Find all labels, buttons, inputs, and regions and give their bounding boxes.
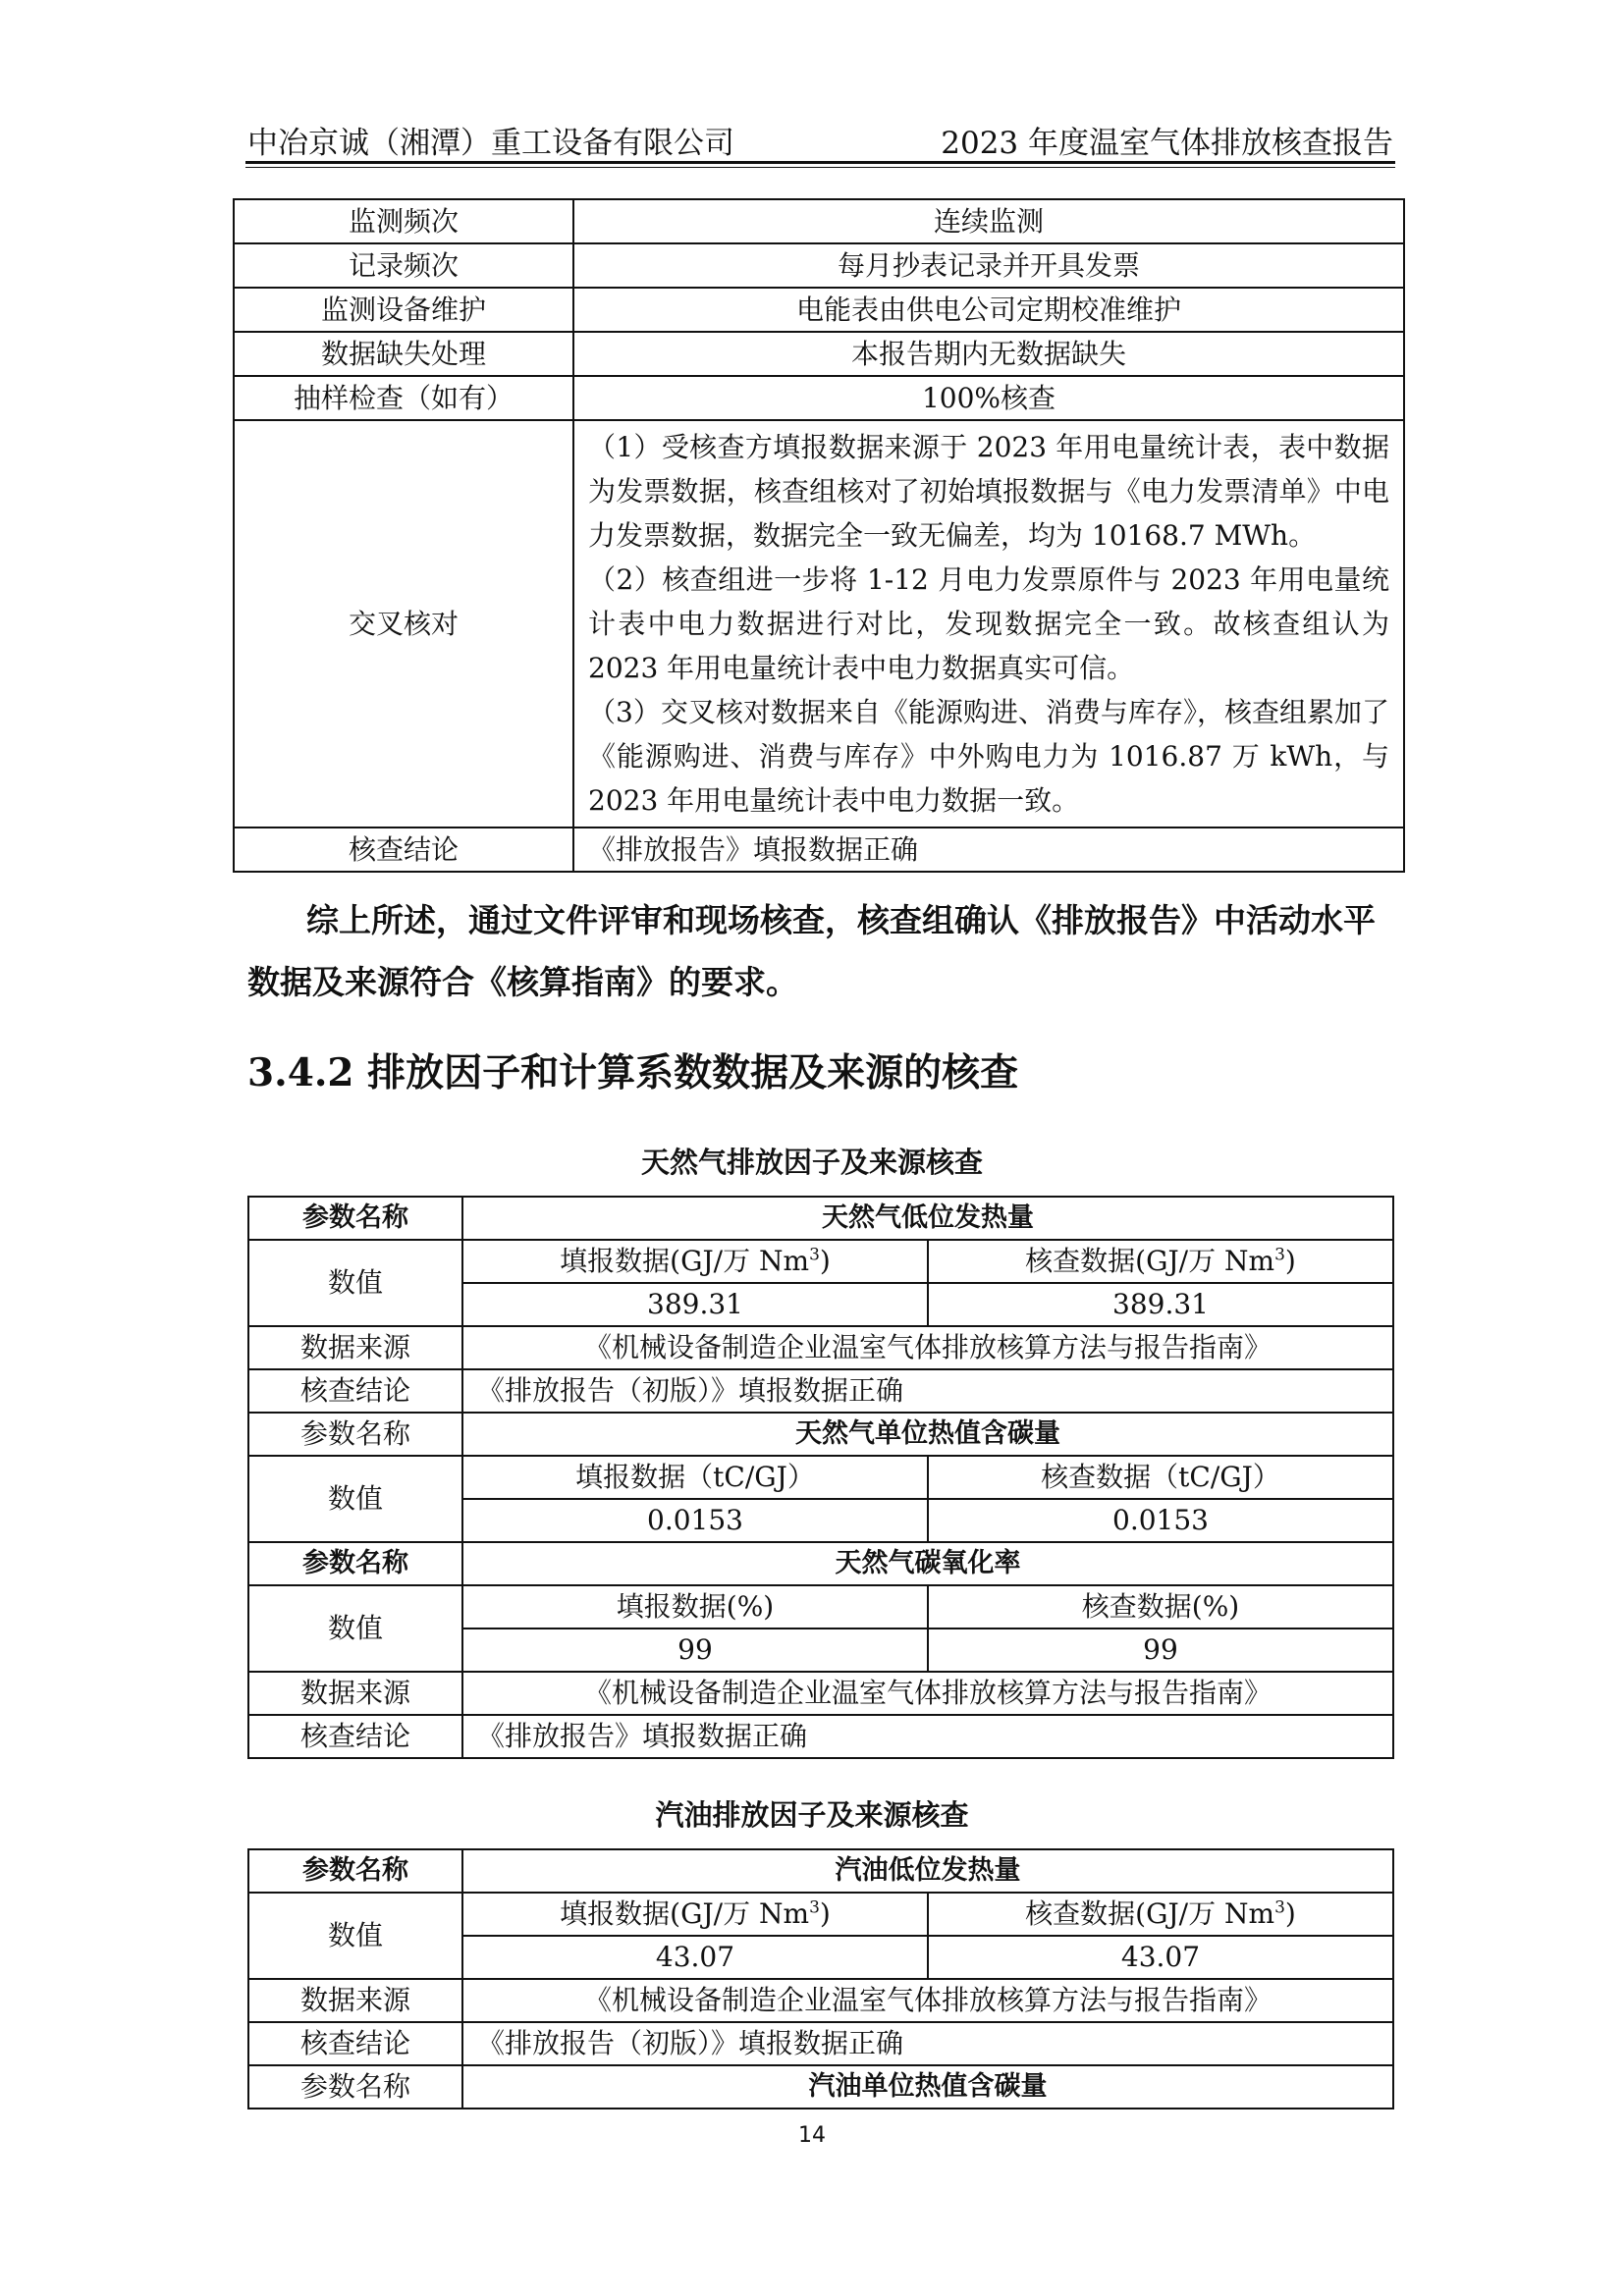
verified-header: 核查数据(GJ/万 Nm$^3$) <box>928 1240 1393 1283</box>
source-label: 数据来源 <box>248 1979 462 2022</box>
conclusion-value: 《排放报告》填报数据正确 <box>462 1715 1393 1758</box>
gas-table-caption: 天然气排放因子及来源核查 <box>640 1146 983 1179</box>
table-row <box>248 1672 1393 1715</box>
row-label: 监测频次 <box>234 199 573 243</box>
value-label: 数值 <box>248 1893 462 1979</box>
section-heading: 3.4.2 排放因子和计算系数数据及来源的核查 <box>247 1050 1019 1095</box>
conclusion-value: 《排放报告（初版）》填报数据正确 <box>462 1369 1393 1413</box>
reported-header: 填报数据（tC/GJ） <box>462 1456 928 1499</box>
value-label: 数值 <box>248 1585 462 1672</box>
row-label: 监测设备维护 <box>234 288 573 332</box>
param-name: 天然气单位热值含碳量 <box>462 1413 1393 1456</box>
param-name: 天然气低位发热量 <box>462 1197 1393 1240</box>
table-row <box>248 1456 1393 1499</box>
table-row <box>234 243 1404 288</box>
verified-value: 43.07 <box>928 1936 1393 1979</box>
cross-check-p3: （3）交叉核对数据来自《能源购进、消费与库存》，核查组累加了《能源购进、消费与库存》中外购电力为 1016.87 万 kWh，与 2023 年用电量统计表中电力数据一致。 <box>588 696 1389 817</box>
table-row <box>248 1197 1393 1240</box>
source-value: 《机械设备制造企业温室气体排放核算方法与报告指南》 <box>462 1672 1393 1715</box>
param-name: 汽油低位发热量 <box>462 1849 1393 1893</box>
table-row <box>248 1585 1393 1629</box>
table-row <box>234 332 1404 376</box>
row-value: 电能表由供电公司定期校准维护 <box>573 288 1404 332</box>
source-value: 《机械设备制造企业温室气体排放核算方法与报告指南》 <box>462 1326 1393 1369</box>
param-label: 参数名称 <box>248 2065 462 2109</box>
row-label: 抽样检查（如有） <box>234 376 573 420</box>
table-row <box>248 1542 1393 1585</box>
param-label: 参数名称 <box>248 1413 462 1456</box>
table-row <box>248 1326 1393 1369</box>
conclusion-value: 《排放报告（初版）》填报数据正确 <box>462 2022 1393 2065</box>
table-row <box>248 1979 1393 2022</box>
value-label: 数值 <box>248 1456 462 1542</box>
conclusion-label: 核查结论 <box>248 1715 462 1758</box>
row-label: 数据缺失处理 <box>234 332 573 376</box>
row-value: 100%核查 <box>573 376 1404 420</box>
table-row <box>248 1240 1393 1283</box>
page-number: 14 <box>798 2123 826 2148</box>
table-row <box>248 2065 1393 2109</box>
source-label: 数据来源 <box>248 1326 462 1369</box>
conclusion-value: 《排放报告》填报数据正确 <box>573 828 1404 872</box>
verified-value: 0.0153 <box>928 1499 1393 1542</box>
table-row <box>248 1715 1393 1758</box>
cross-check-p1: （1）受核查方填报数据来源于 2023 年用电量统计表，表中数据为发票数据，核查组核对了初始填报数据与《电力发票清单》中电力发票数据，数据完全一致无偏差，均为 10168.7 MWh。 <box>588 431 1389 552</box>
reported-header: 填报数据(GJ/万 Nm$^3$) <box>462 1893 928 1936</box>
header-report-title: 2023 年度温室气体排放核查报告 <box>941 126 1393 161</box>
verified-header: 核查数据（tC/GJ） <box>928 1456 1393 1499</box>
table-row <box>248 1369 1393 1413</box>
verified-header: 核查数据(%) <box>928 1585 1393 1629</box>
table-row <box>248 1893 1393 1936</box>
reported-header: 填报数据(GJ/万 Nm$^3$) <box>462 1240 928 1283</box>
conclusion-label: 核查结论 <box>234 828 573 872</box>
row-value: 本报告期内无数据缺失 <box>573 332 1404 376</box>
verified-value: 99 <box>928 1629 1393 1672</box>
table-row <box>248 1413 1393 1456</box>
source-value: 《机械设备制造企业温室气体排放核算方法与报告指南》 <box>462 1979 1393 2022</box>
reported-value: 389.31 <box>462 1283 928 1326</box>
cross-check-content <box>573 420 1404 828</box>
table-row <box>234 376 1404 420</box>
table-row <box>248 2022 1393 2065</box>
table-row <box>234 288 1404 332</box>
param-label: 参数名称 <box>248 1197 462 1240</box>
param-name: 汽油单位热值含碳量 <box>462 2065 1393 2109</box>
cross-check-row <box>234 420 1404 828</box>
cross-check-p2: （2）核查组进一步将 1-12 月电力发票原件与 2023 年用电量统计表中电力数据进行对比，发现数据完全一致。故核查组认为 2023 年用电量统计表中电力数据真实可信。 <box>588 563 1389 684</box>
reported-value: 0.0153 <box>462 1499 928 1542</box>
summary-paragraph: 综上所述，通过文件评审和现场核查，核查组确认《排放报告》中活动水平数据及来源符合《核算指南》的要求。 <box>247 901 1376 1001</box>
page-header <box>245 116 1395 159</box>
conclusion-label: 核查结论 <box>248 2022 462 2065</box>
param-name: 天然气碳氧化率 <box>462 1542 1393 1585</box>
table-row <box>248 1849 1393 1893</box>
reported-value: 43.07 <box>462 1936 928 1979</box>
natural-gas-factor-table <box>247 1196 1394 1759</box>
conclusion-label: 核查结论 <box>248 1369 462 1413</box>
row-value: 每月抄表记录并开具发票 <box>573 243 1404 288</box>
header-rule <box>245 161 1395 164</box>
source-label: 数据来源 <box>248 1672 462 1715</box>
row-value: 连续监测 <box>573 199 1404 243</box>
electricity-verification-table <box>233 198 1405 873</box>
table-row <box>234 828 1404 872</box>
value-label: 数值 <box>248 1240 462 1326</box>
reported-header: 填报数据(%) <box>462 1585 928 1629</box>
header-rule-thin <box>245 167 1395 168</box>
verified-header: 核查数据(GJ/万 Nm$^3$) <box>928 1893 1393 1936</box>
gasoline-table-caption: 汽油排放因子及来源核查 <box>655 1798 969 1832</box>
header-company: 中冶京诚（湘潭）重工设备有限公司 <box>247 126 734 161</box>
reported-value: 99 <box>462 1629 928 1672</box>
cross-check-label: 交叉核对 <box>234 420 573 828</box>
verified-value: 389.31 <box>928 1283 1393 1326</box>
table-row <box>234 199 1404 243</box>
param-label: 参数名称 <box>248 1849 462 1893</box>
param-label: 参数名称 <box>248 1542 462 1585</box>
gasoline-factor-table <box>247 1848 1394 2109</box>
row-label: 记录频次 <box>234 243 573 288</box>
